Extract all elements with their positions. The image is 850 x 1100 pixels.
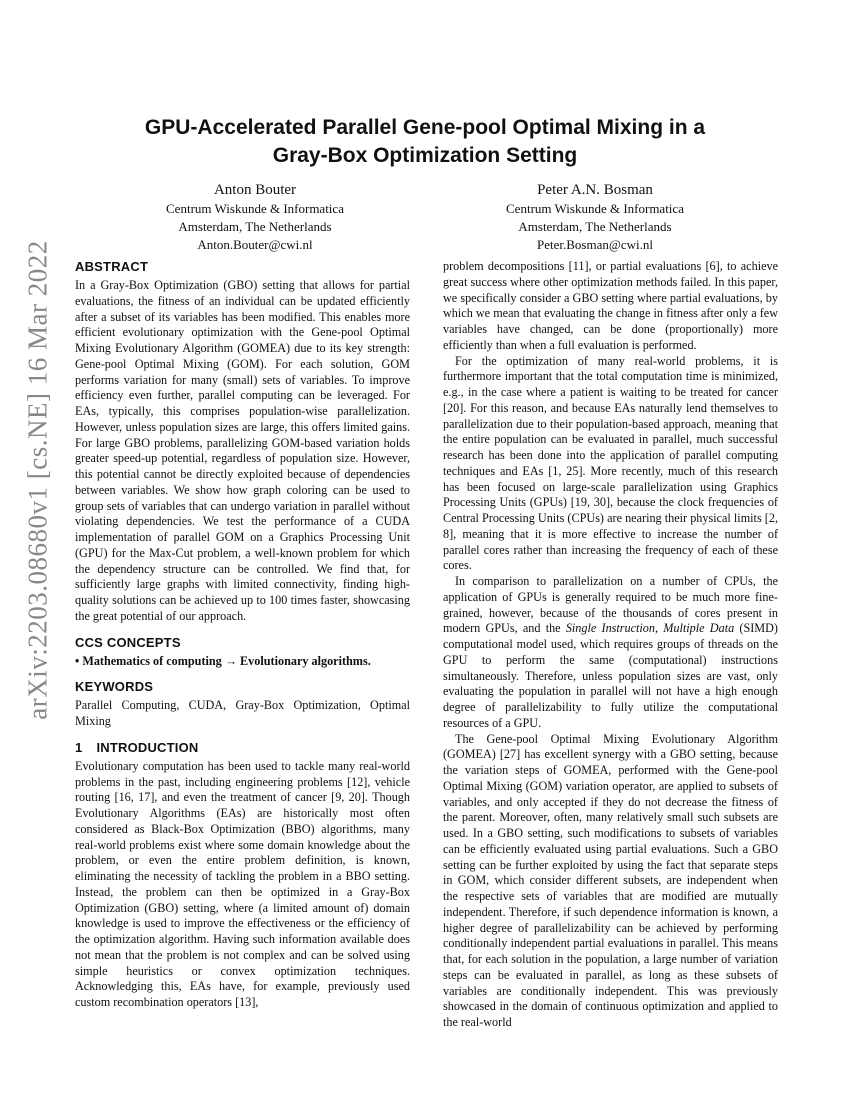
- body-paragraph-simd: In comparison to parallelization on a number of CPUs, the application of GPUs is generally required to be much more fine-grained, however, because of the thousands of cores present in modern GPUs, and the Single Instruction, Multiple Data (SIMD) computational model used, which requires groups of threads on the GPU to perform the same (computational) instructions simultaneously. Therefore, unless population sizes are vast, only evaluating the population in parallel will not have a high enough degree of parallelizability to fully utilize the computational resources of a GPU.: [443, 574, 778, 730]
- arxiv-identifier: arXiv:2203.08680v1 [cs.NE] 16 Mar 2022: [22, 240, 53, 720]
- title-line-1: GPU-Accelerated Parallel Gene-pool Optimal Mixing in a: [144, 116, 706, 139]
- author-name: Anton Bouter: [213, 182, 297, 198]
- author-affiliation: Centrum Wiskunde & Informatica: [506, 201, 684, 216]
- author-email[interactable]: Anton.Bouter@cwi.nl: [197, 237, 313, 252]
- keywords-heading: KEYWORDS: [75, 679, 154, 695]
- ccs-text: • Mathematics of computing → Evolutionary algorithms.: [75, 653, 371, 668]
- title-line-2: Gray-Box Optimization Setting: [272, 144, 578, 167]
- emphasis-simd: Single Instruction, Multiple Data: [565, 621, 735, 636]
- section-title: INTRODUCTION: [96, 739, 199, 755]
- author-location: Amsterdam, The Netherlands: [178, 219, 332, 234]
- ccs-heading: CCS CONCEPTS: [75, 634, 181, 650]
- arxiv-sidebar: [16, 240, 60, 720]
- introduction-heading: [75, 739, 410, 756]
- right-column: [443, 259, 778, 1031]
- left-column: [75, 258, 410, 1011]
- introduction-paragraph-1: Evolutionary computation has been used to tackle many real-world problems in the past, including engineering problems [12], vehicle routing [16, 17], and even the treatment of cancer [9, 20]. Though Evolutionary Algorithms (EAs) are historically most often considered as Black-Box Optimization (BBO) algorithms, many real-world problems exist where some domain knowledge about the problem, or even the entire problem definition, is known, eliminating the necessity of tackling the problem in a BBO setting. Instead, the problem can then be optimized in a Gray-Box Optimization (GBO) setting, where (a limited amount of) domain knowledge is used to improve the effectiveness or the efficiency of the optimization algorithm. Having such information available does not mean that the problem is not complex and can be solved using simple heuristics or convex optimization techniques. Acknowledging this, EAs have, for example, previously used custom recombination operators [13],: [75, 758, 410, 1009]
- author-location: Amsterdam, The Netherlands: [518, 219, 672, 234]
- abstract-text: In a Gray-Box Optimization (GBO) setting that allows for partial evaluations, the fitness of an individual can be updated efficiently after a subset of its variables has been modified. This enables more efficient evolutionary optimization with the Gene-pool Optimal Mixing Evolutionary Algorithm (GOMEA) due to its key strength: Gene-pool Optimal Mixing (GOM). For each solution, GOM performs variation for many (small) sets of variables. To improve efficiency even further, parallel computing can be leveraged. For EAs, typically, this comprises population-wise parallelization. However, unless population sizes are large, this offers limited gains. For large GBO problems, parallelizing GOM-based variation holds greater speed-up potential, regardless of population size. However, this potential cannot be directly exploited because of dependencies between variables. We show how graph coloring can be used to group sets of variables that can undergo variation in parallel without violating dependencies. We test the performance of a CUDA implementation of parallel GOM on a Graphics Processing Unit (GPU) for the Max-Cut problem, a well-known problem for which the dependency structure can be controlled. We find that, for sufficiently large graphs with limited connectivity, finding high-quality solutions can be achieved up to 100 times faster, showcasing the great potential of our approach.: [75, 278, 410, 623]
- section-number: 1: [75, 739, 83, 755]
- abstract-heading: ABSTRACT: [75, 259, 149, 274]
- author-email[interactable]: Peter.Bosman@cwi.nl: [537, 237, 653, 252]
- body-paragraph: problem decompositions [11], or partial evaluations [6], to achieve great success where other optimization methods failed. In this paper, we specifically consider a GBO setting where partial evaluations, by which we mean that evaluating the change in fitness after only a few variables have changed, can be done (proportionally) more efficiently than when a full evaluation is performed.: [443, 259, 778, 352]
- author-name: Peter A.N. Bosman: [537, 182, 653, 198]
- paper-title: [85, 114, 765, 170]
- keywords-text: Parallel Computing, CUDA, Gray-Box Optimization, Optimal Mixing: [75, 698, 410, 728]
- body-paragraph: The Gene-pool Optimal Mixing Evolutionary Algorithm (GOMEA) [27] has excellent synergy with a GBO setting, because the variation steps of GOMEA, performed with the Gene-pool Optimal Mixing (GOM) variation operator, are applied to subsets of variables, and only accepted if they do not decrease the fitness of the parent. Moreover, often, many relatively small such subsets are used. In a GBO setting, such modifications to subsets of variables can be efficiently evaluated using partial evaluations. Such a GBO setting can be further exploited by using the fact that separate steps in GOM, which consider different subsets, are independent when the respective sets of variables that are modified are mutually independent. Therefore, if such dependence information is known, a higher degree of parallelizability can be achieved by performing conditionally independent partial evaluations in parallel. This means that, for each solution in the population, a large number of variation steps can be evaluated in parallel, as long as these subsets of variables are conditionally independent. This was previously showcased in the domain of continuous optimization and applied to the real-world: [443, 731, 778, 1029]
- body-paragraph: For the optimization of many real-world problems, it is furthermore important that the total computation time is minimized, e.g., in the case where a patient is waiting to be treated for cancer [20]. For this reason, and because EAs naturally lend themselves to parallelization due to their population-based approach, meaning that the entire population can be evaluated in parallel, much successful research has been done into the application of parallel computing techniques and EAs [1, 25]. More recently, much of this research has been focused on large-scale parallelization using Graphics Processing Units (GPUs) [19, 30], because the clock frequencies of Central Processing Units (CPUs) are nearing their physical limits [2, 8], meaning that it is more effective to increase the number of parallel cores rather than increasing the frequency of each of these cores.: [443, 353, 778, 573]
- author-block-2: [475, 180, 715, 254]
- author-block-1: [135, 180, 375, 254]
- author-affiliation: Centrum Wiskunde & Informatica: [166, 201, 344, 216]
